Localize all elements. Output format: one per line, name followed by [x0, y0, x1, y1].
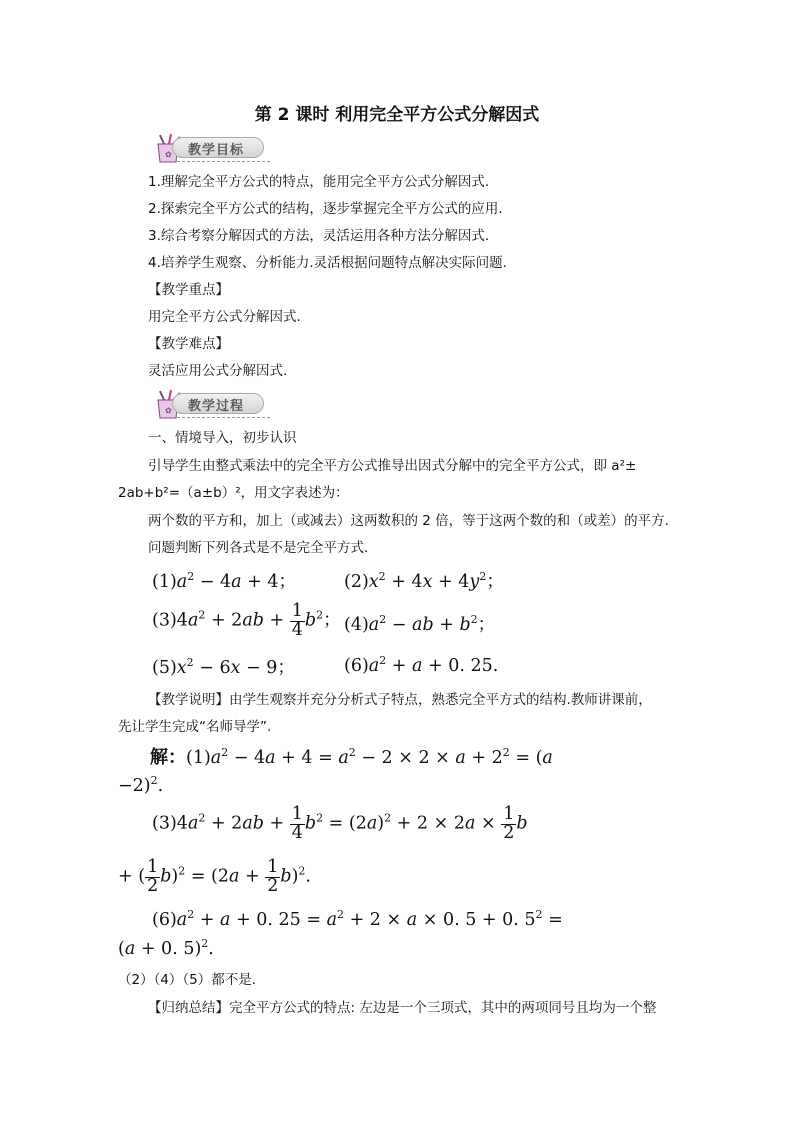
expr-2: $(2)x^2 + 4x + 4y^2$； — [344, 570, 504, 592]
solution-line-1: 解：$(1)a^2 - 4a + 4 = a^2 - 2 \times 2 \times a + 2^2 = (a$ — [150, 746, 553, 768]
expr-5: $(5)x^2 - 6x - 9$； — [152, 656, 295, 678]
conclusion: （2）（4）（5）都不是. — [118, 972, 257, 988]
section-badge-process — [148, 390, 276, 418]
solution-line-4: + ( $\frac{1}{2}$ b)$^2$ = (2a + $\frac{1}{2}$ b)$^2$. — [118, 857, 311, 896]
page-title: 第 2 课时 利用完全平方公式分解因式 — [254, 105, 540, 125]
solution-label: 解： — [150, 747, 186, 768]
goal-2: 2.探索完全平方公式的结构，逐步掌握完全平方公式的应用. — [148, 201, 503, 217]
summary: 【归纳总结】完全平方公式的特点: 左边是一个三项式，其中的两项同号且均为一个整 — [148, 1000, 657, 1016]
goal-3: 3.综合考察分解因式的方法，灵活运用各种方法分解因式. — [148, 228, 490, 244]
goal-1: 1.理解完全平方公式的特点，能用完全平方公式分解因式. — [148, 174, 490, 190]
question: 问题判断下列各式是不是完全平方式. — [148, 540, 369, 556]
difficulty-label: 【教学难点】 — [148, 336, 229, 352]
section-label-process: 教学过程 — [188, 399, 245, 414]
svg-text:✿: ✿ — [165, 150, 172, 159]
teaching-note-line-1: 【教学说明】由学生观察并充分分析式子特点，熟悉完全平方式的结构.教师讲课前， — [148, 692, 652, 708]
solution-line-3: $(3)4a^2 + 2ab$ + $\frac{1}{4}$ $b^2 = (2a)^2 + 2 \times 2a$ × $\frac{1}{2}$ b — [152, 804, 528, 843]
intro-para-line-2: 2ab+b²=（a±b）²，用文字表述为： — [118, 485, 349, 501]
difficulty: 灵活应用公式分解因式. — [148, 363, 288, 379]
expr-4: $(4)a^2$ − ab + $b^2$； — [344, 613, 496, 635]
solution-line-6: (a + 0. 5)$^2$. — [118, 937, 214, 959]
solution-line-5: $(6)a^2 + a + 0$. $25 = a^2 + 2 \times a \times 0$. 5 + 0. $5^2$ = — [152, 908, 563, 930]
section-label-goals: 教学目标 — [188, 143, 245, 158]
intro-para-line-1: 引导学生由整式乘法中的完全平方公式推导出因式分解中的完全平方公式，即 a²± — [148, 458, 637, 474]
svg-text:✿: ✿ — [165, 406, 172, 415]
section-badge-goals — [148, 134, 276, 162]
intro-heading: 一、情境导入，初步认识 — [148, 430, 297, 446]
expr-3: $(3)4a^2 + 2ab$ + $\frac{1}{4}$ $b^2$； — [152, 601, 341, 640]
teaching-note-line-2: 先让学生完成“名师导学”. — [118, 719, 272, 735]
solution-line-2: −2)$^2$. — [118, 774, 164, 796]
key-point: 用完全平方公式分解因式. — [148, 309, 301, 325]
words-statement: 两个数的平方和，加上（或减去）这两数积的 2 倍，等于这两个数的和（或差）的平方. — [148, 513, 669, 529]
expr-6: $(6)a^2 + a + 0$. 25. — [344, 654, 499, 676]
goal-4: 4.培养学生观察、分析能力.灵活根据问题特点解决实际问题. — [148, 255, 507, 271]
expr-1: $(1)a^2 - 4a + 4$； — [152, 570, 297, 592]
key-point-label: 【教学重点】 — [148, 282, 229, 298]
